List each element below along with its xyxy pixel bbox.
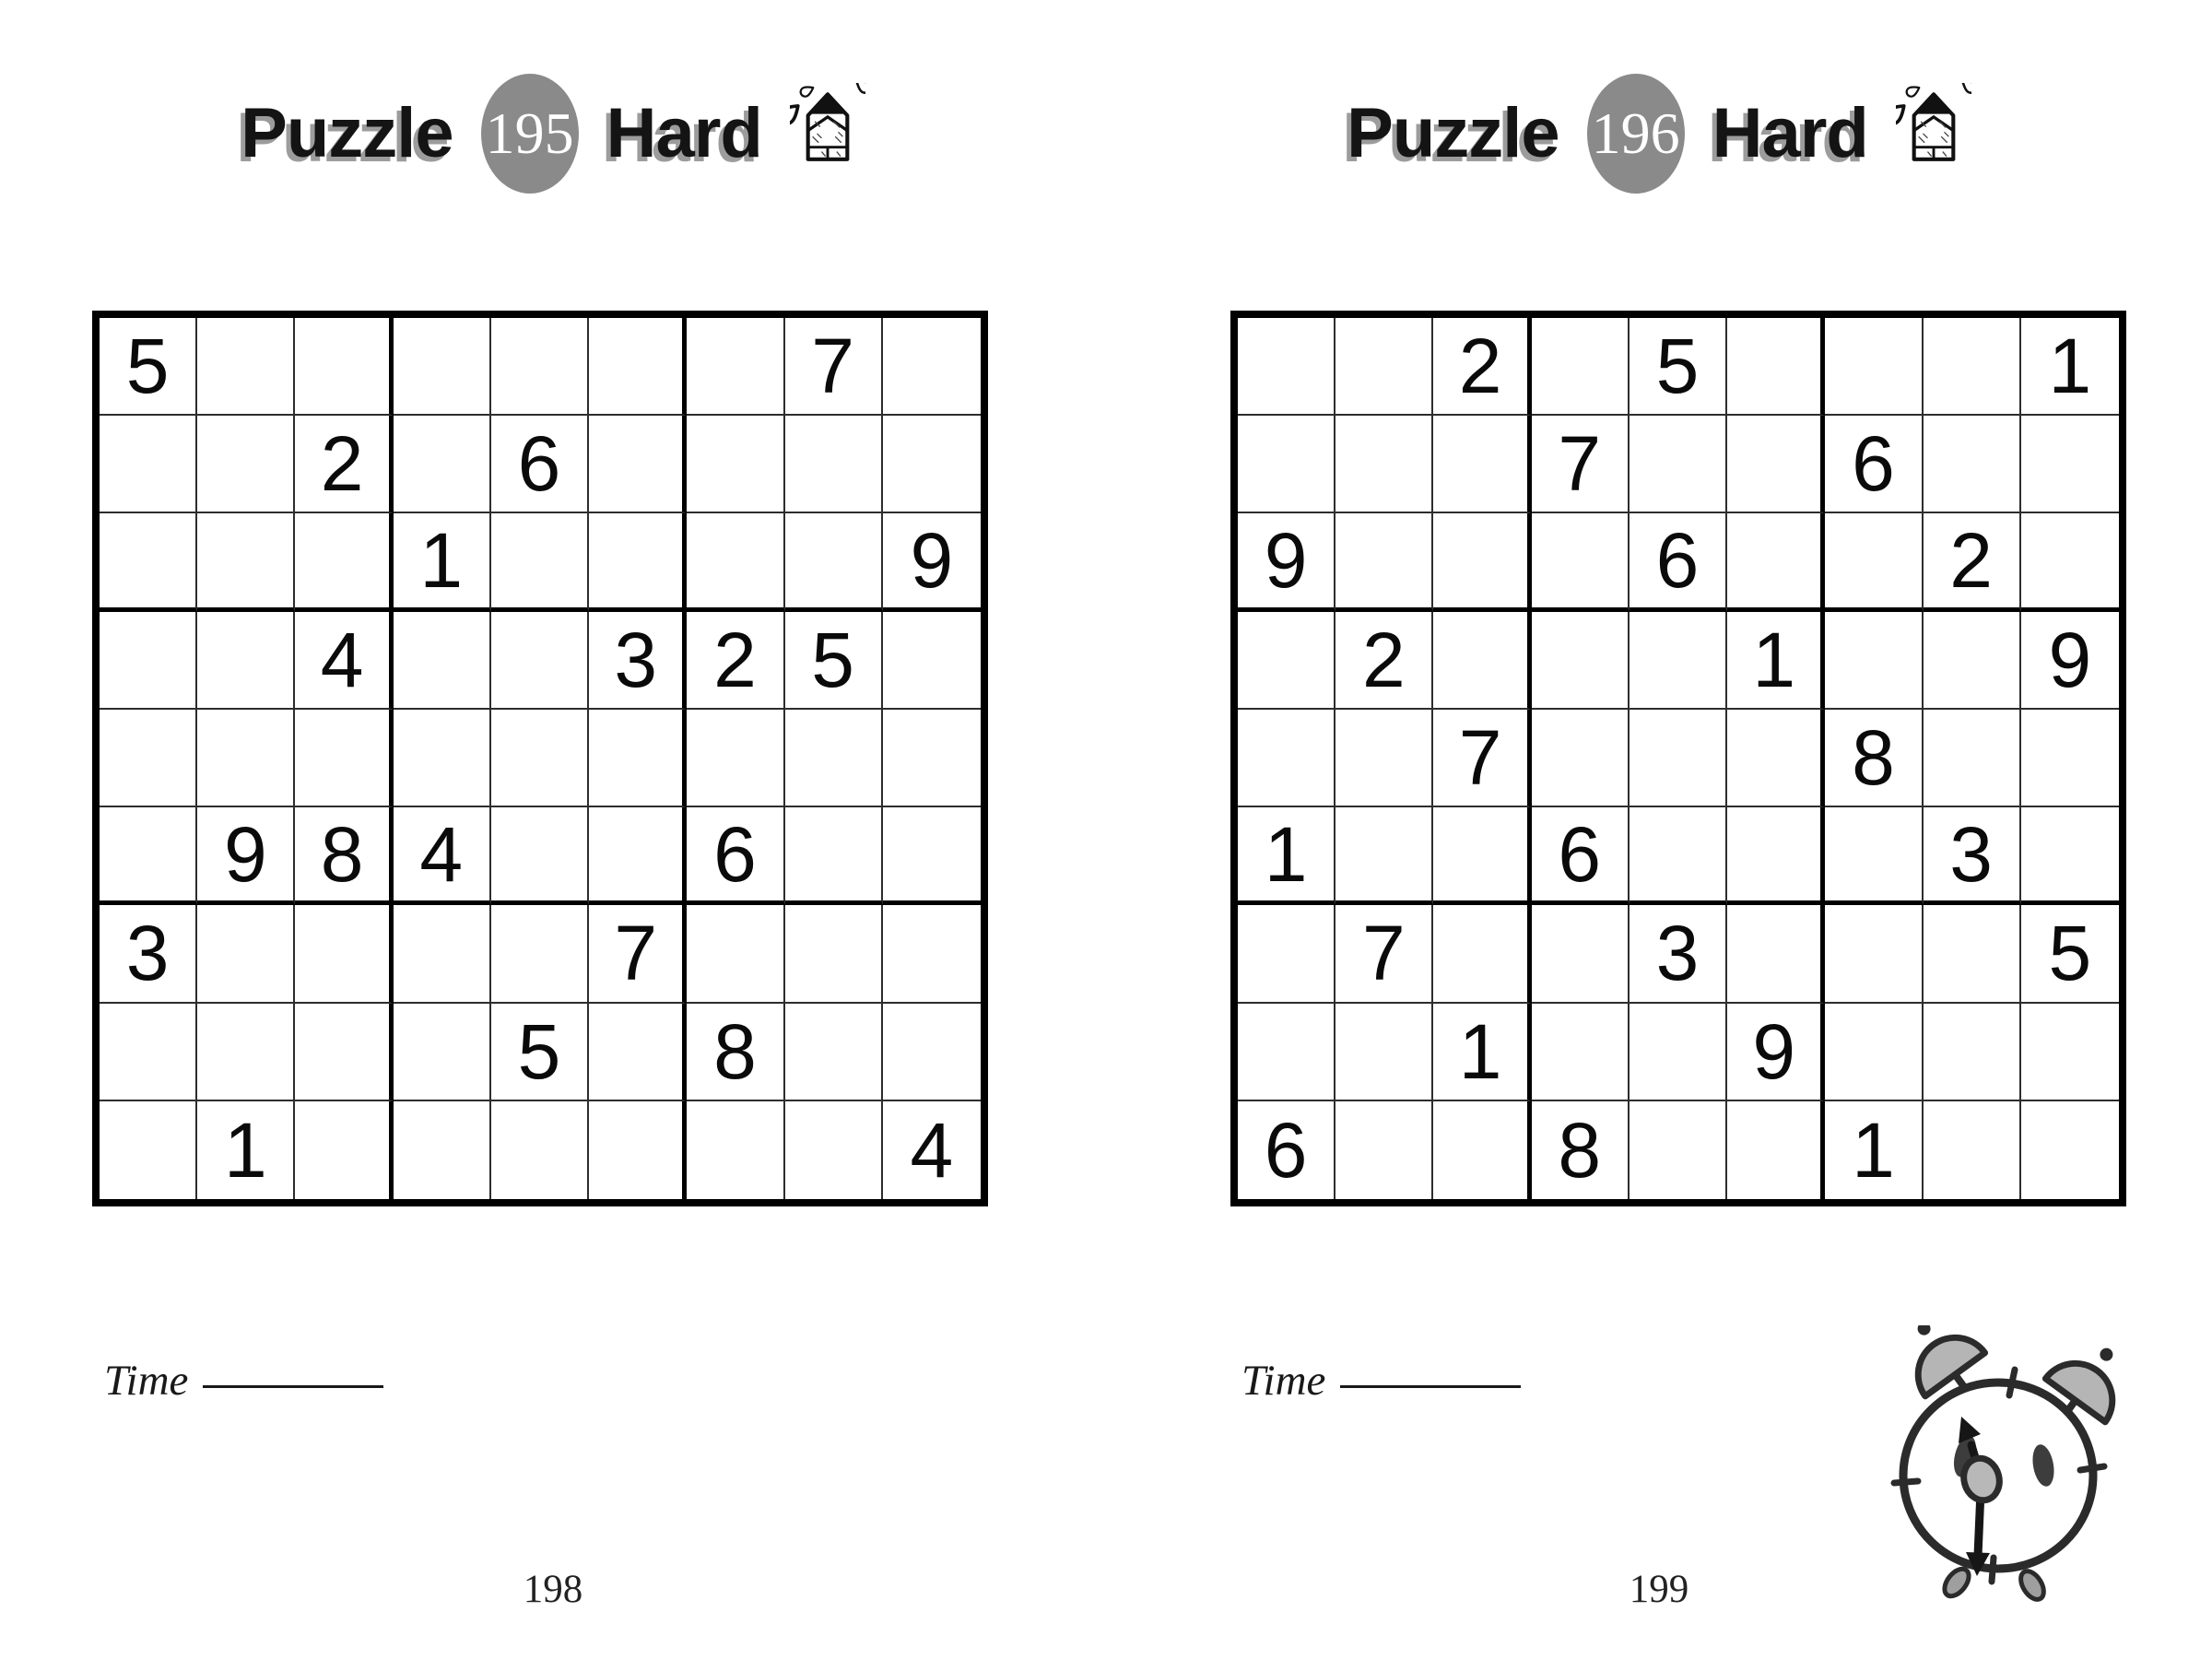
sudoku-cell-empty[interactable] — [1825, 513, 1923, 611]
sudoku-cell-empty[interactable] — [785, 416, 883, 513]
sudoku-cell-empty[interactable] — [785, 1101, 883, 1199]
sudoku-cell-empty[interactable] — [1335, 416, 1433, 513]
page-number: 198 — [523, 1568, 583, 1611]
sudoku-cell-empty[interactable] — [491, 905, 589, 1003]
sudoku-cell-empty[interactable] — [883, 416, 981, 513]
sudoku-cell-empty[interactable] — [1825, 807, 1923, 905]
sweating-pencil-icon — [1896, 83, 1971, 175]
sudoku-cell-empty[interactable] — [2021, 513, 2119, 611]
sudoku-cell-given[interactable]: 2 — [1924, 513, 2021, 611]
sudoku-cell-empty[interactable] — [1825, 1004, 1923, 1101]
sudoku-cell-empty[interactable] — [589, 513, 687, 611]
sudoku-cell-empty[interactable] — [1238, 710, 1335, 807]
sudoku-cell-empty[interactable] — [1335, 710, 1433, 807]
sudoku-cell-empty[interactable] — [1238, 416, 1335, 513]
sudoku-cell-given[interactable]: 7 — [785, 318, 883, 416]
sudoku-cell-empty[interactable] — [1433, 905, 1531, 1003]
sudoku-cell-empty[interactable] — [1335, 318, 1433, 416]
puzzle-number-badge — [481, 74, 579, 194]
sudoku-cell-empty[interactable] — [491, 513, 589, 611]
sudoku-cell-empty[interactable] — [2021, 416, 2119, 513]
sudoku-cell-empty[interactable] — [1630, 710, 1727, 807]
right-page — [1106, 0, 2212, 1659]
sudoku-cell-empty[interactable] — [197, 416, 295, 513]
sudoku-cell-empty[interactable] — [2021, 710, 2119, 807]
sudoku-cell-empty[interactable] — [1335, 513, 1433, 611]
sudoku-cell-empty[interactable] — [2021, 807, 2119, 905]
sudoku-cell-empty[interactable] — [295, 513, 393, 611]
sudoku-cell-given[interactable]: 1 — [1238, 807, 1335, 905]
sudoku-cell-given[interactable]: 9 — [197, 807, 295, 905]
sudoku-cell-given[interactable]: 2 — [1433, 318, 1531, 416]
puzzle-196-header — [1106, 83, 2212, 184]
sudoku-cell-empty[interactable] — [1630, 416, 1727, 513]
sudoku-cell-empty[interactable] — [589, 1004, 687, 1101]
sudoku-cell-empty[interactable] — [1433, 416, 1531, 513]
sudoku-cell-given[interactable]: 8 — [1532, 1101, 1630, 1199]
sudoku-cell-empty[interactable] — [295, 1101, 393, 1199]
time-label: Time — [1241, 1357, 1326, 1405]
sudoku-cell-empty[interactable] — [1924, 710, 2021, 807]
sudoku-cell-empty[interactable] — [1532, 612, 1630, 710]
sudoku-cell-given[interactable]: 7 — [1335, 905, 1433, 1003]
sudoku-cell-empty[interactable] — [197, 710, 295, 807]
sudoku-cell-given[interactable]: 4 — [910, 1106, 954, 1194]
sudoku-cell-empty[interactable] — [785, 807, 883, 905]
sudoku-cell-empty[interactable] — [295, 1004, 393, 1101]
sudoku-cell-empty[interactable] — [785, 1004, 883, 1101]
sudoku-cell-given[interactable]: 9 — [883, 513, 981, 611]
sudoku-cell-empty[interactable] — [687, 905, 784, 1003]
sudoku-cell-empty[interactable] — [1924, 1004, 2021, 1101]
sudoku-cell-empty[interactable] — [394, 416, 491, 513]
sudoku-cell-given[interactable]: 9 — [1238, 513, 1335, 611]
sudoku-cell-given[interactable]: 7 — [1532, 416, 1630, 513]
alarm-clock-icon — [1876, 1325, 2134, 1611]
sudoku-cell-empty[interactable] — [491, 318, 589, 416]
sudoku-cell-empty[interactable] — [1825, 905, 1923, 1003]
sudoku-cell-given[interactable]: 6 — [1532, 807, 1630, 905]
sudoku-cell-empty[interactable] — [295, 710, 393, 807]
sudoku-cell-given[interactable]: 1 — [1727, 612, 1825, 710]
sudoku-cell-empty[interactable] — [1924, 1101, 2021, 1199]
sudoku-cell-empty[interactable] — [1433, 1101, 1531, 1199]
puzzle-word: Puzzle — [241, 94, 453, 172]
sudoku-cell-empty[interactable] — [295, 905, 393, 1003]
sudoku-cell-given[interactable]: 6 — [1238, 1101, 1335, 1199]
sudoku-cell-empty[interactable] — [1727, 416, 1825, 513]
sudoku-cell-given[interactable]: 5 — [100, 318, 197, 416]
puzzle-word: Puzzle — [1347, 94, 1559, 172]
sudoku-cell-given[interactable]: 1 — [2021, 318, 2119, 416]
time-blank-line[interactable] — [203, 1385, 383, 1388]
difficulty-label: Hard — [1712, 94, 1868, 172]
sudoku-cell-empty[interactable] — [1924, 318, 2021, 416]
sudoku-cell-empty[interactable] — [197, 612, 295, 710]
sudoku-cell-empty[interactable] — [1727, 905, 1825, 1003]
sudoku-cell-empty[interactable] — [883, 1004, 981, 1101]
sudoku-cell-empty[interactable] — [1532, 905, 1630, 1003]
time-row — [104, 1359, 383, 1403]
sudoku-cell-empty[interactable] — [1630, 807, 1727, 905]
sudoku-cell-given[interactable]: 6 — [1825, 416, 1923, 513]
sudoku-cell-empty[interactable] — [100, 513, 197, 611]
sudoku-cell-empty[interactable] — [1532, 318, 1630, 416]
page-number: 199 — [1629, 1568, 1689, 1611]
sudoku-cell-empty[interactable] — [1630, 612, 1727, 710]
sudoku-cell-empty[interactable] — [100, 612, 197, 710]
sudoku-cell-empty[interactable] — [687, 1101, 784, 1199]
difficulty-label: Hard — [606, 94, 762, 172]
sudoku-cell-empty[interactable] — [100, 416, 197, 513]
sudoku-cell-empty[interactable] — [394, 905, 491, 1003]
sudoku-cell-given[interactable]: 5 — [491, 1004, 589, 1101]
sudoku-cell-empty[interactable] — [1630, 1004, 1727, 1101]
sudoku-cell-empty[interactable] — [394, 1004, 491, 1101]
sudoku-cell-empty[interactable] — [785, 905, 883, 1003]
sudoku-cell-empty[interactable] — [589, 807, 687, 905]
sudoku-cell-empty[interactable] — [1238, 612, 1335, 710]
sudoku-cell-empty[interactable] — [1532, 513, 1630, 611]
sudoku-cell-empty[interactable] — [1433, 807, 1531, 905]
sudoku-cell-empty[interactable] — [1238, 318, 1335, 416]
sudoku-cell-empty[interactable] — [589, 710, 687, 807]
sudoku-cell-empty[interactable] — [197, 905, 295, 1003]
sudoku-cell-empty[interactable] — [1433, 612, 1531, 710]
sudoku-cell-given[interactable]: 8 — [687, 1004, 784, 1101]
sudoku-cell-given[interactable]: 6 — [1630, 513, 1727, 611]
time-blank-line[interactable] — [1340, 1385, 1521, 1388]
sudoku-cell-empty[interactable] — [1335, 1004, 1433, 1101]
sudoku-cell-given[interactable]: 5 — [1630, 318, 1727, 416]
sudoku-cell-empty[interactable] — [491, 1101, 589, 1199]
sudoku-cell-given[interactable]: 1 — [197, 1101, 295, 1199]
sudoku-cell-given[interactable]: 2 — [687, 612, 784, 710]
sudoku-cell-empty[interactable] — [1727, 807, 1825, 905]
sudoku-cell-empty[interactable] — [1532, 710, 1630, 807]
sudoku-cell-empty[interactable] — [394, 318, 491, 416]
sudoku-cell-empty[interactable] — [1630, 1101, 1727, 1199]
sudoku-cell-given[interactable]: 1 — [1825, 1101, 1923, 1199]
sudoku-cell-empty[interactable] — [687, 416, 784, 513]
sudoku-cell-empty[interactable] — [394, 710, 491, 807]
sudoku-cell-given[interactable]: 1 — [1433, 1004, 1531, 1101]
sudoku-cell-empty[interactable] — [295, 318, 393, 416]
sudoku-cell-empty[interactable] — [491, 807, 589, 905]
sudoku-cell-empty[interactable] — [1727, 710, 1825, 807]
sudoku-cell-empty[interactable] — [883, 807, 981, 905]
sudoku-cell-empty[interactable] — [589, 318, 687, 416]
sudoku-cell-empty[interactable] — [785, 710, 883, 807]
sudoku-cell-given[interactable]: 5 — [785, 612, 883, 710]
sudoku-cell-given[interactable]: 3 — [1924, 807, 2021, 905]
time-label: Time — [104, 1357, 189, 1405]
sudoku-cell-empty[interactable] — [1825, 612, 1923, 710]
puzzle-195-header — [0, 83, 1106, 184]
sudoku-cell-empty[interactable] — [1335, 807, 1433, 905]
sudoku-cell-empty[interactable] — [100, 1101, 197, 1199]
sudoku-cell-empty[interactable] — [687, 513, 784, 611]
sudoku-cell-empty[interactable] — [197, 318, 295, 416]
sudoku-cell-given[interactable]: 3 — [589, 612, 687, 710]
sudoku-cell-empty[interactable] — [1727, 318, 1825, 416]
sudoku-cell-empty[interactable] — [687, 710, 784, 807]
sudoku-cell-empty[interactable] — [1727, 1101, 1825, 1199]
sudoku-cell-empty[interactable] — [1924, 905, 2021, 1003]
sudoku-cell-empty[interactable] — [1238, 905, 1335, 1003]
sudoku-grid-196 — [1230, 311, 2126, 1206]
sudoku-cell-empty[interactable] — [394, 1101, 491, 1199]
sudoku-cell-given[interactable]: 9 — [1727, 1004, 1825, 1101]
sudoku-cell-empty[interactable] — [883, 612, 981, 710]
sudoku-cell-empty[interactable] — [883, 905, 981, 1003]
sudoku-cell-empty[interactable] — [100, 807, 197, 905]
sudoku-cell-empty[interactable] — [1924, 612, 2021, 710]
sudoku-cell-given[interactable]: 6 — [491, 416, 589, 513]
time-row — [1241, 1359, 1521, 1403]
puzzle-number-badge — [1587, 74, 1685, 194]
sudoku-cell-empty[interactable] — [394, 612, 491, 710]
sudoku-cell-empty[interactable] — [197, 513, 295, 611]
sudoku-cell-given[interactable]: 7 — [589, 905, 687, 1003]
sudoku-cell-empty[interactable] — [197, 1004, 295, 1101]
sudoku-cell-given[interactable]: 8 — [1825, 710, 1923, 807]
puzzle-number: 196 — [1591, 100, 1680, 166]
sudoku-cell-empty[interactable] — [1238, 1004, 1335, 1101]
sudoku-cell-empty[interactable] — [1335, 1101, 1433, 1199]
sudoku-cell-given[interactable]: 5 — [2021, 905, 2119, 1003]
sweating-pencil-icon — [790, 83, 865, 175]
sudoku-cell-given[interactable]: 8 — [295, 807, 393, 905]
sudoku-cell-empty[interactable] — [589, 1101, 687, 1199]
sudoku-cell-empty[interactable] — [883, 318, 981, 416]
sudoku-cell-given[interactable]: 2 — [295, 416, 393, 513]
sudoku-cell-empty[interactable] — [687, 318, 784, 416]
sudoku-cell-empty[interactable] — [785, 513, 883, 611]
sudoku-cell-empty[interactable] — [491, 710, 589, 807]
sudoku-cell-given[interactable]: 7 — [1433, 710, 1531, 807]
sudoku-cell-given[interactable]: 9 — [2021, 612, 2119, 710]
sudoku-cell-given[interactable]: 4 — [394, 807, 491, 905]
sudoku-cell-empty[interactable] — [100, 710, 197, 807]
sudoku-cell-empty[interactable] — [2021, 1101, 2119, 1199]
sudoku-cell-given[interactable]: 3 — [100, 905, 197, 1003]
sudoku-cell-empty[interactable] — [589, 416, 687, 513]
sudoku-cell-empty[interactable] — [491, 612, 589, 710]
sudoku-cell-given[interactable]: 3 — [1630, 905, 1727, 1003]
sudoku-cell-empty[interactable] — [100, 1004, 197, 1101]
sudoku-cell-empty[interactable] — [1825, 318, 1923, 416]
sudoku-cell-given[interactable]: 6 — [687, 807, 784, 905]
puzzle-number: 195 — [485, 100, 574, 166]
sudoku-cell-empty[interactable] — [1924, 416, 2021, 513]
sudoku-cell-given[interactable]: 1 — [394, 513, 491, 611]
sudoku-cell-empty[interactable] — [1433, 513, 1531, 611]
sudoku-cell-empty[interactable] — [1532, 1004, 1630, 1101]
sudoku-cell-empty[interactable] — [2021, 1004, 2119, 1101]
sudoku-cell-empty[interactable] — [1727, 513, 1825, 611]
sudoku-grid-195 — [92, 311, 988, 1206]
sudoku-cell-given[interactable]: 4 — [295, 612, 393, 710]
sudoku-cell-empty[interactable] — [883, 710, 981, 807]
sudoku-cell-given[interactable]: 2 — [1335, 612, 1433, 710]
